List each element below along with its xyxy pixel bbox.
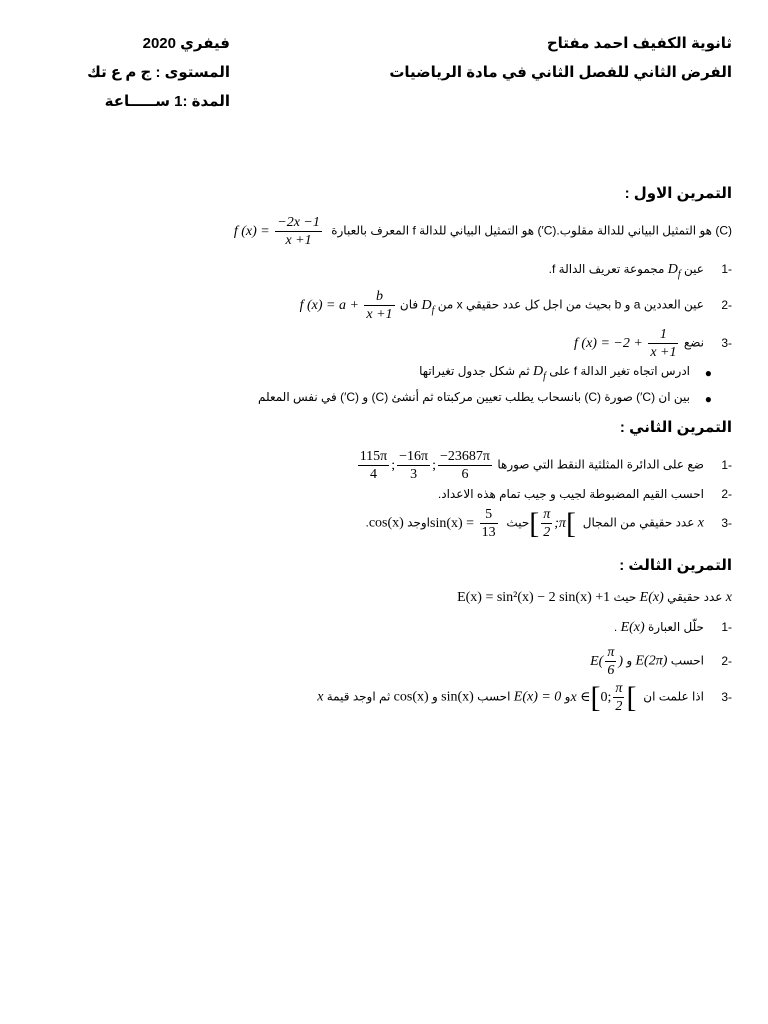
question-number: -1: [721, 457, 732, 472]
question-text: احسب: [670, 653, 704, 668]
exercise-1-title: التمرين الاول :: [624, 185, 732, 202]
exercise-2-question-2: [438, 487, 732, 501]
question-number: -2: [721, 653, 732, 668]
question-text-end: اوجد: [407, 515, 431, 530]
intro-function: [233, 215, 324, 248]
variable-x: x: [725, 590, 732, 605]
fraction-numerator: −2x −1: [277, 215, 320, 230]
bullet-text: ادرس اتجاه تغير الدالة f على: [549, 364, 690, 378]
question-text: ضع على الدائرة المثلثية النقط التي صورها: [497, 457, 704, 472]
question-text: حلّل العبارة: [648, 620, 704, 634]
question-number: -2: [721, 487, 732, 501]
bullet-icon: ●: [704, 392, 712, 406]
bullet-icon: ●: [704, 366, 712, 380]
domain-symbol: $D_f$: [667, 262, 681, 280]
exercise-2-title: التمرين الثاني :: [619, 419, 732, 436]
interval-condition: x ∈[0; $\frac{\pi}{2}$ [: [570, 680, 637, 714]
domain-symbol: $D_f$: [533, 364, 546, 382]
exercise-3-question-3: [317, 680, 732, 715]
function-lhs: f (x) =: [233, 223, 270, 239]
class-level: المستوى : ج م ع تك: [87, 64, 230, 81]
sine-target: sin(x): [441, 689, 474, 705]
conjunction: و: [432, 689, 438, 704]
expression-E-pi-6: E( $\frac{\pi}{6}$ ): [590, 645, 623, 678]
exercise-3-title: التمرين الثالث :: [619, 557, 732, 574]
question-text-end: ثم اوجد قيمة: [326, 689, 391, 704]
exercise-2-question-3: -3 x عدد حقيقي من المجال [ $\frac{\pi}{2}$ ;π[ حيث sin(x) = $\frac{5}{13}$ اوجد cos(x).: [365, 506, 732, 540]
variable-x: x: [317, 689, 324, 705]
question-number: -2: [721, 297, 732, 312]
school-name: ثانوية الكفيف احمد مفتاح: [546, 35, 732, 52]
exercise-3-question-2: [590, 644, 732, 679]
exercise-1-question-3: [574, 326, 732, 361]
exercise-3-intro: [457, 590, 732, 606]
question-text: عدد حقيقي من المجال: [582, 515, 695, 530]
cosine-target: cos(x): [368, 515, 404, 531]
function-form: f (x) = a + $\frac{b}{x +1}$: [299, 289, 393, 322]
question-number: -3: [721, 335, 732, 350]
exam-title: الفرض الثاني للفصل الثاني في مادة الرياضيات: [389, 64, 732, 81]
domain-symbol: $D_f$: [421, 297, 435, 316]
question-text: اذا علمت ان: [643, 689, 704, 704]
fraction-denominator: x +1: [285, 233, 312, 248]
intro-text-mid: حيث: [613, 590, 637, 604]
question-text-mid: حيث: [506, 515, 530, 530]
conjunction: و: [564, 689, 571, 704]
intro-text: عدد حقيقي: [667, 590, 723, 604]
cosine-target: cos(x): [393, 689, 429, 705]
exercise-1-question-1: [549, 262, 732, 280]
angle-list: $\frac{115\pi}{4}$ ; $\frac{-16\pi}{3}$ ; $\frac{-23687\pi}{6}$: [359, 449, 490, 482]
intro-text: (C) هو التمثيل البياني للدالة مقلوب.(C′) هو التمثيل البياني للدالة f المعرف بالعبارة: [331, 223, 732, 238]
equation-E-zero: E(x) = 0: [513, 689, 562, 705]
question-text-end: فان: [399, 297, 419, 312]
exam-duration: المدة :1 ســـــاعة: [104, 93, 230, 110]
interval: [ $\frac{\pi}{2}$ ;π[: [529, 506, 576, 540]
exercise-3-question-1: -1 حلّل العبارة E(x) .: [613, 620, 732, 635]
question-text: عين العددين a و b بحيث من اجل كل عدد حقيقي x من: [437, 297, 704, 312]
exercise-1-bullet-1: [419, 364, 690, 382]
function-form: f (x) = −2 + $\frac{1}{x +1}$: [574, 327, 677, 360]
question-number: -3: [721, 515, 732, 530]
expression-E: E(x): [639, 590, 664, 605]
question-text: نضع: [683, 335, 704, 350]
question-text-end: مجموعة تعريف الدالة f.: [548, 262, 665, 276]
function-fraction: $\frac{1}{x +1}$: [650, 327, 677, 360]
expression-definition: E(x) = sin²(x) − 2 sin(x) +1: [457, 590, 611, 605]
sine-equation: sin(x) = $\frac{5}{13}$: [430, 507, 496, 540]
expression-E: E(x): [620, 620, 645, 635]
question-text-calc: احسب: [477, 689, 511, 704]
question-number: -3: [721, 689, 732, 704]
question-text: احسب القيم المضبوطة لجيب و جيب تمام هذه الاعداد.: [437, 487, 704, 501]
conjunction: و: [626, 653, 633, 668]
function-fraction: $\frac{b}{x +1}$: [366, 289, 393, 322]
expression-E-2pi: E(2π): [635, 653, 668, 669]
question-text: عين: [684, 262, 704, 276]
variable-x: x: [697, 515, 704, 531]
bullet-text-end: ثم شكل جدول تغيراتها: [419, 364, 530, 378]
exam-date: فيفري 2020: [142, 35, 230, 52]
exercise-1-bullet-2: بين ان (C′) صورة (C) بانسحاب يطلب تعيين مركبتاه ثم أنشئ (C) و (C′) في نفس المعلم: [258, 390, 690, 404]
question-number: -1: [721, 620, 732, 634]
exercise-2-question-1: [356, 448, 732, 483]
exercise-1-question-2: [300, 288, 732, 323]
question-number: -1: [721, 262, 732, 276]
exercise-1-intro: [234, 214, 732, 249]
function-fraction: [275, 214, 322, 249]
